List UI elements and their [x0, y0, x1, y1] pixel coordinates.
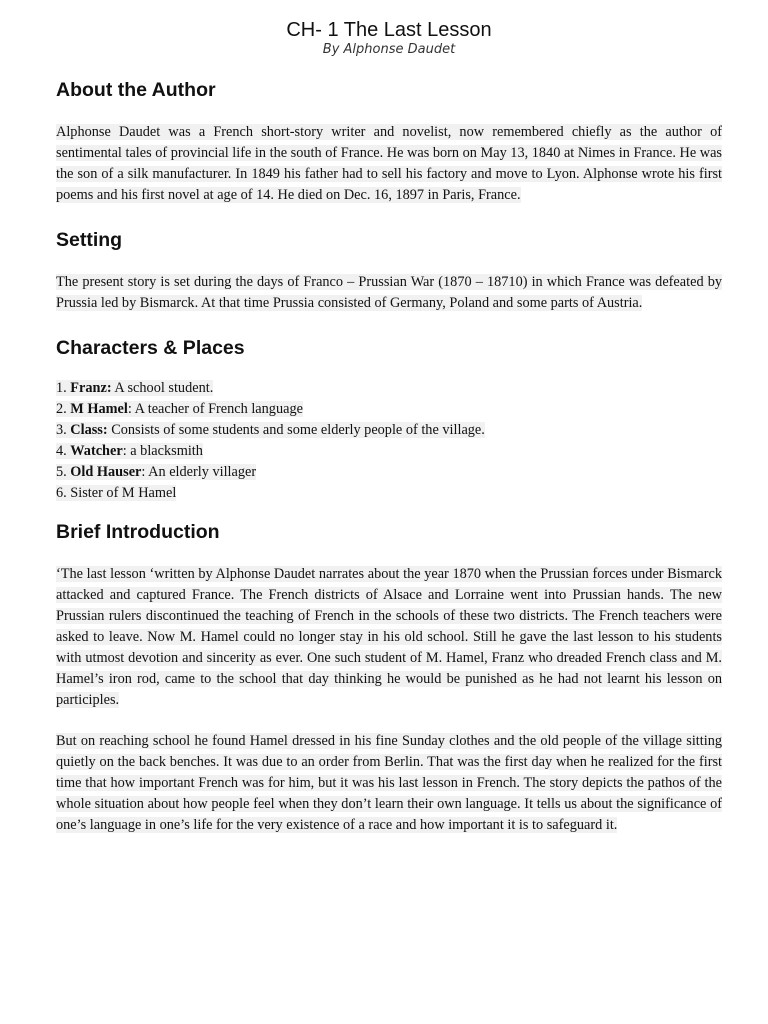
character-description: : A teacher of French language: [127, 401, 303, 417]
list-item: [56, 420, 722, 441]
intro-text-1: ‘The last lesson ‘written by Alphonse Daudet narrates about the year 1870 when the Prussian forces under Bismarck attacked and captured France. The French districts of Alsace and Lorraine went into Prussian hands. The new Prussian rulers discontinued the teaching of French in the schools of these two districts. The French teachers were asked to leave. Now M. Hamel could no longer stay in his old school. Still he gave the last lesson to his students with utmost devotion and sincerity as ever. One such student of M. Hamel, Franz who dreaded French class and M. Hamel’s iron rod, came to the school that day thinking he would be punished as he had not learnt his lesson on participles.: [56, 566, 722, 708]
section-heading-about-author: About the Author: [56, 79, 216, 101]
section-heading-characters: Characters & Places: [56, 337, 245, 359]
character-description: : An elderly villager: [141, 464, 257, 480]
list-item-number: 5.: [56, 464, 71, 480]
section-heading-setting: Setting: [56, 229, 123, 251]
intro-paragraph-1: [56, 564, 722, 711]
list-item: [56, 441, 722, 462]
list-item: [56, 399, 722, 420]
list-item-number: 4.: [56, 443, 71, 459]
section-heading-brief-introduction: Brief Introduction: [56, 521, 220, 543]
about-author-paragraph: [56, 122, 722, 206]
characters-list: [56, 378, 722, 504]
intro-paragraph-2: [56, 731, 722, 836]
intro-text-2: But on reaching school he found Hamel dressed in his fine Sunday clothes and the old people of the village sitting quietly on the back benches. It was due to an order from Berlin. That was the first day when he realized for the first time that how important French was for him, but it was his last lesson in French. The story depicts the pathos of the whole situation about how people feel when they don’t learn their own language. It tells us about the significance of one’s language in one’s life for the very existence of a race and how important it is to safeguard it.: [56, 733, 722, 833]
list-item-number: 6.: [56, 485, 71, 501]
about-author-text: Alphonse Daudet was a French short-story writer and novelist, now remembered chiefly as the author of sentimental tales of provincial life in the south of France. He was born on May 13, 1840 at Nimes in France. He was the son of a silk manufacturer. In 1849 his father had to sell his factory and move to Lyon. Alphonse wrote his first poems and his first novel at age of 14. He died on Dec. 16, 1897 in Paris, France.: [56, 124, 722, 203]
character-name: Class:: [70, 422, 108, 438]
document-page: [56, 0, 722, 836]
character-description: : a blacksmith: [122, 443, 203, 459]
character-name: Watcher: [70, 443, 123, 459]
list-item-number: 3.: [56, 422, 71, 438]
setting-text: The present story is set during the days of Franco – Prussian War (1870 – 18710) in which France was defeated by Prussia led by Bismarck. At that time Prussia consisted of Germany, Poland and some parts of Austria.: [56, 274, 722, 311]
list-item-number: 1.: [56, 380, 71, 396]
character-name: M Hamel: [70, 401, 128, 417]
setting-paragraph: [56, 272, 722, 314]
list-item: [56, 483, 722, 504]
list-item: [56, 378, 722, 399]
list-item: [56, 462, 722, 483]
character-name: Franz:: [70, 380, 112, 396]
document-subtitle: By Alphonse Daudet: [322, 42, 456, 57]
character-description: Sister of M Hamel: [70, 485, 177, 501]
character-description: Consists of some students and some elderly people of the village.: [107, 422, 485, 438]
document-title: CH- 1 The Last Lesson: [286, 19, 492, 41]
list-item-number: 2.: [56, 401, 71, 417]
character-description: A school student.: [111, 380, 214, 396]
character-name: Old Hauser: [70, 464, 142, 480]
